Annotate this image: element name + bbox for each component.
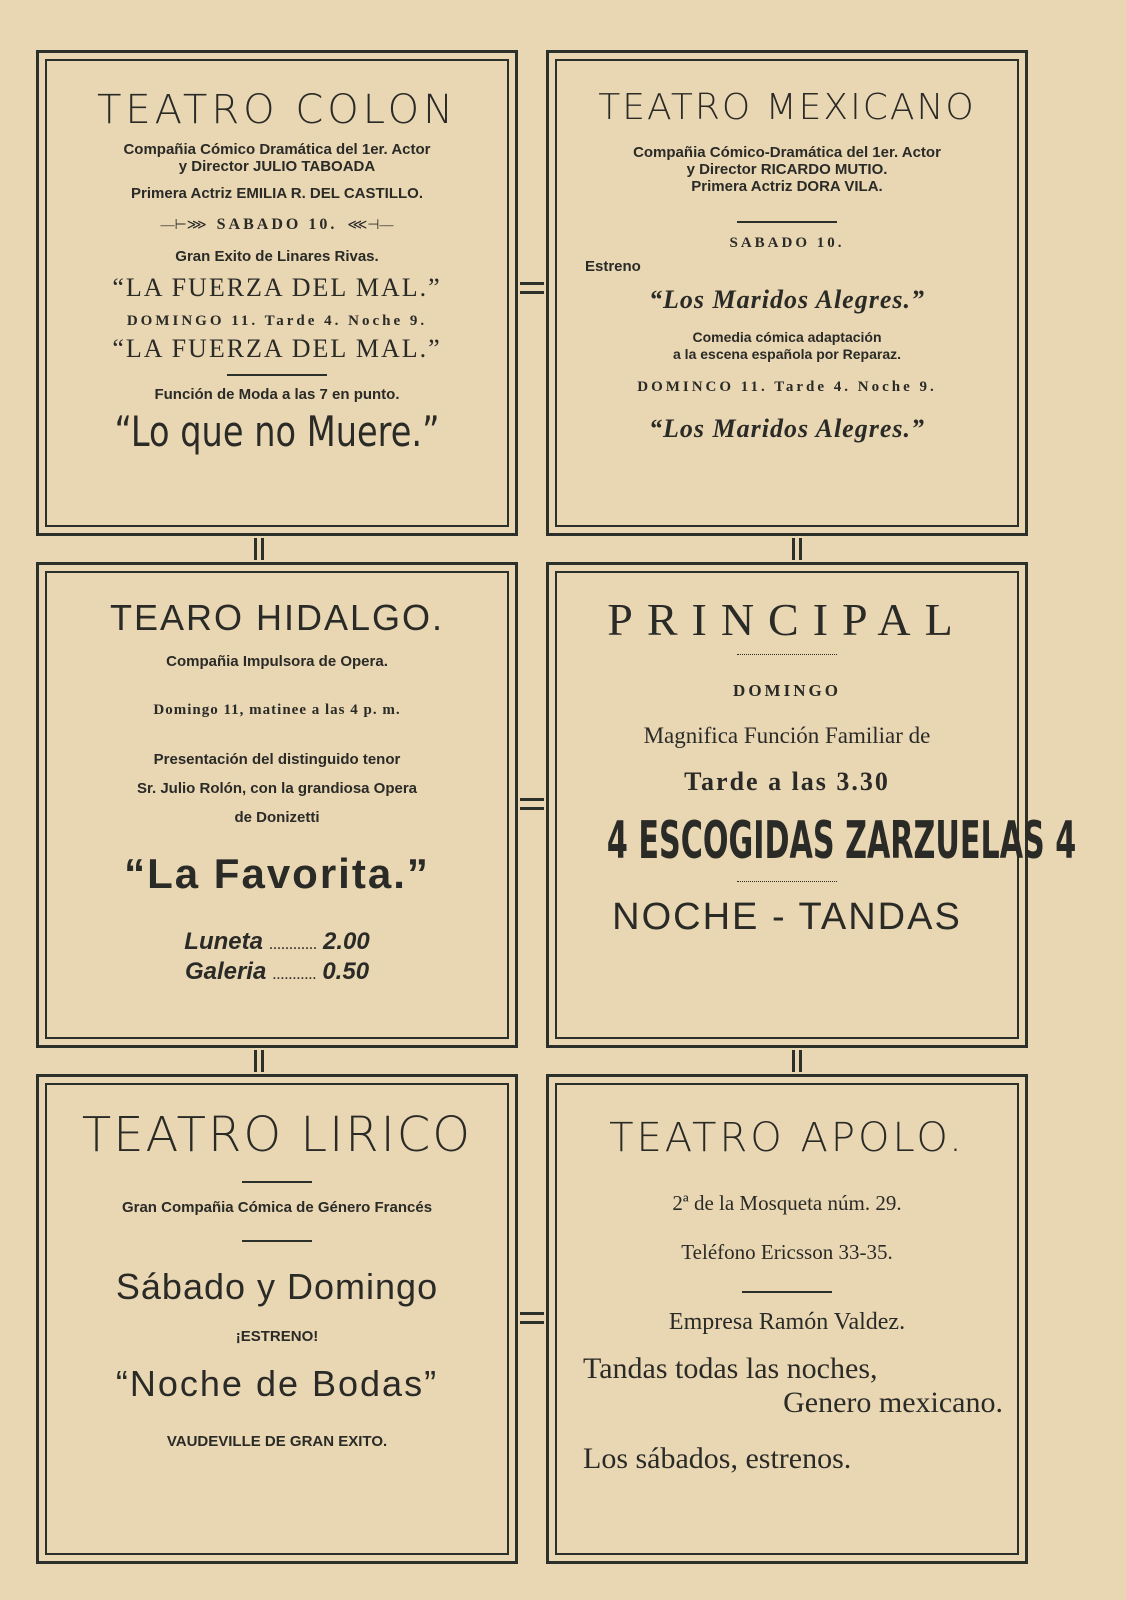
connector-row3 xyxy=(520,1312,544,1324)
principal-dotted-divider-bottom xyxy=(737,881,837,882)
price-luneta-label: Luneta xyxy=(184,928,263,955)
teatro-mexicano-frame xyxy=(555,59,1019,527)
mexicano-saturday: SABADO 10. xyxy=(729,235,845,251)
connector-col2-bottom xyxy=(792,1050,802,1072)
teatro-lirico-frame xyxy=(45,1083,509,1555)
price-luneta-dots: ............ xyxy=(268,936,317,953)
teatro-hidalgo-ad xyxy=(36,562,518,1048)
colon-sunday: DOMINGO 11. Tarde 4. Noche 9. xyxy=(126,313,428,329)
principal-zarzuelas: 4 ESCOGIDAS ZARZUELAS 4 xyxy=(606,811,1077,871)
mexicano-title: TEATRO MEXICANO xyxy=(598,87,976,128)
ornament-right-icon: ⋘⊣— xyxy=(347,217,394,233)
mexicano-desc-line2: a la escena española por Reparaz. xyxy=(673,346,901,362)
hidalgo-pres-line1: Presentación del distinguido tenor xyxy=(153,751,401,768)
colon-title: TEATRO COLON xyxy=(96,87,458,133)
hidalgo-price-row1 xyxy=(47,928,507,956)
colon-company-line2: y Director JULIO TABOADA xyxy=(178,158,376,175)
colon-moda: Función de Moda a las 7 en punto. xyxy=(154,386,400,403)
connector-col1-top xyxy=(254,538,264,560)
hidalgo-company: Compañia Impulsora de Opera. xyxy=(166,653,388,670)
lirico-days: Sábado y Domingo xyxy=(115,1266,439,1307)
connector-col1-bottom xyxy=(254,1050,264,1072)
teatro-colon-ad xyxy=(36,50,518,536)
hidalgo-price-row2 xyxy=(47,958,507,986)
apolo-title: TEATRO APOLO. xyxy=(609,1115,965,1161)
mexicano-company-line1: Compañia Cómico-Dramática del 1er. Actor xyxy=(633,144,941,161)
apolo-tandas-line1: Tandas todas las noches, xyxy=(583,1352,878,1385)
colon-divider xyxy=(227,374,327,376)
colon-actress: Primera Actriz EMILIA R. DEL CASTILLO. xyxy=(131,185,423,202)
connector-col2-top xyxy=(792,538,802,560)
mexicano-estreno: Estreno xyxy=(585,258,641,275)
mexicano-desc-line1: Comedia cómica adaptación xyxy=(692,329,882,345)
principal-time: Tarde a las 3.30 xyxy=(684,767,890,796)
connector-row2 xyxy=(520,798,544,810)
colon-play3: “Lo que no Muere.” xyxy=(114,407,440,456)
principal-function: Magnifica Función Familiar de xyxy=(643,723,931,748)
mexicano-actress: Primera Actriz DORA VILA. xyxy=(691,178,883,195)
teatro-colon-frame xyxy=(45,59,509,527)
colon-play2: “LA FUERZA DEL MAL.” xyxy=(112,334,442,363)
mexicano-play2: “Los Maridos Alegres.” xyxy=(649,414,925,443)
mexicano-divider xyxy=(737,221,837,223)
price-galeria-dots: ........... xyxy=(272,966,317,983)
lirico-divider-mid xyxy=(242,1240,312,1242)
colon-saturday-row xyxy=(47,216,507,234)
apolo-address: 2ª de la Mosqueta núm. 29. xyxy=(672,1191,902,1215)
principal-frame xyxy=(555,571,1077,1039)
teatro-apolo-ad xyxy=(546,1074,1028,1564)
lirico-company: Gran Compañia Cómica de Género Francés xyxy=(121,1199,433,1216)
lirico-genre: VAUDEVILLE DE GRAN EXITO. xyxy=(166,1433,388,1450)
apolo-phone: Teléfono Ericsson 33-35. xyxy=(681,1240,893,1264)
hidalgo-pres-line3: de Donizetti xyxy=(234,809,320,826)
principal-day: DOMINGO xyxy=(733,681,841,700)
colon-saturday: SABADO 10. xyxy=(216,216,338,233)
lirico-estreno: ¡ESTRENO! xyxy=(235,1328,319,1345)
teatro-lirico-ad xyxy=(36,1074,518,1564)
principal-zarzuelas-wrap xyxy=(557,811,1077,871)
hidalgo-sunday: Domingo 11, matinee a las 4 p. m. xyxy=(153,702,401,718)
teatro-apolo-frame xyxy=(555,1083,1019,1555)
apolo-empresa: Empresa Ramón Valdez. xyxy=(668,1309,906,1335)
principal-night: NOCHE - TANDAS xyxy=(612,896,962,938)
mexicano-sunday: DOMINCO 11. Tarde 4. Noche 9. xyxy=(637,379,937,395)
lirico-play: “Noche de Bodas” xyxy=(115,1363,439,1404)
apolo-divider xyxy=(742,1291,832,1293)
lirico-divider-top xyxy=(242,1181,312,1183)
principal-title: PRINCIPAL xyxy=(607,594,967,645)
price-galeria-value: 0.50 xyxy=(322,958,370,985)
apolo-saturdays: Los sábados, estrenos. xyxy=(583,1442,852,1475)
ornament-left-icon: —⊢⋙ xyxy=(160,217,207,233)
hidalgo-title: TEARO HIDALGO. xyxy=(109,597,445,638)
teatro-mexicano-ad xyxy=(546,50,1028,536)
lirico-title: TEATRO LIRICO xyxy=(81,1107,473,1163)
price-luneta-value: 2.00 xyxy=(322,928,370,955)
principal-ad xyxy=(546,562,1077,1048)
hidalgo-pres-line2: Sr. Julio Rolón, con la grandiosa Opera xyxy=(136,780,418,797)
mexicano-play1: “Los Maridos Alegres.” xyxy=(649,285,925,314)
connector-row1 xyxy=(520,282,544,294)
colon-success: Gran Exito de Linares Rivas. xyxy=(175,248,379,265)
price-galeria-label: Galeria xyxy=(184,958,267,985)
mexicano-company-line2: y Director RICARDO MUTIO. xyxy=(686,161,888,178)
colon-company-line1: Compañia Cómico Dramática del 1er. Actor xyxy=(123,141,431,158)
colon-play1: “LA FUERZA DEL MAL.” xyxy=(112,273,442,302)
hidalgo-opera: “La Favorita.” xyxy=(124,850,430,897)
teatro-hidalgo-frame xyxy=(45,571,509,1039)
principal-dotted-divider-top xyxy=(737,654,837,655)
apolo-tandas-line2: Genero mexicano. xyxy=(783,1386,1003,1419)
